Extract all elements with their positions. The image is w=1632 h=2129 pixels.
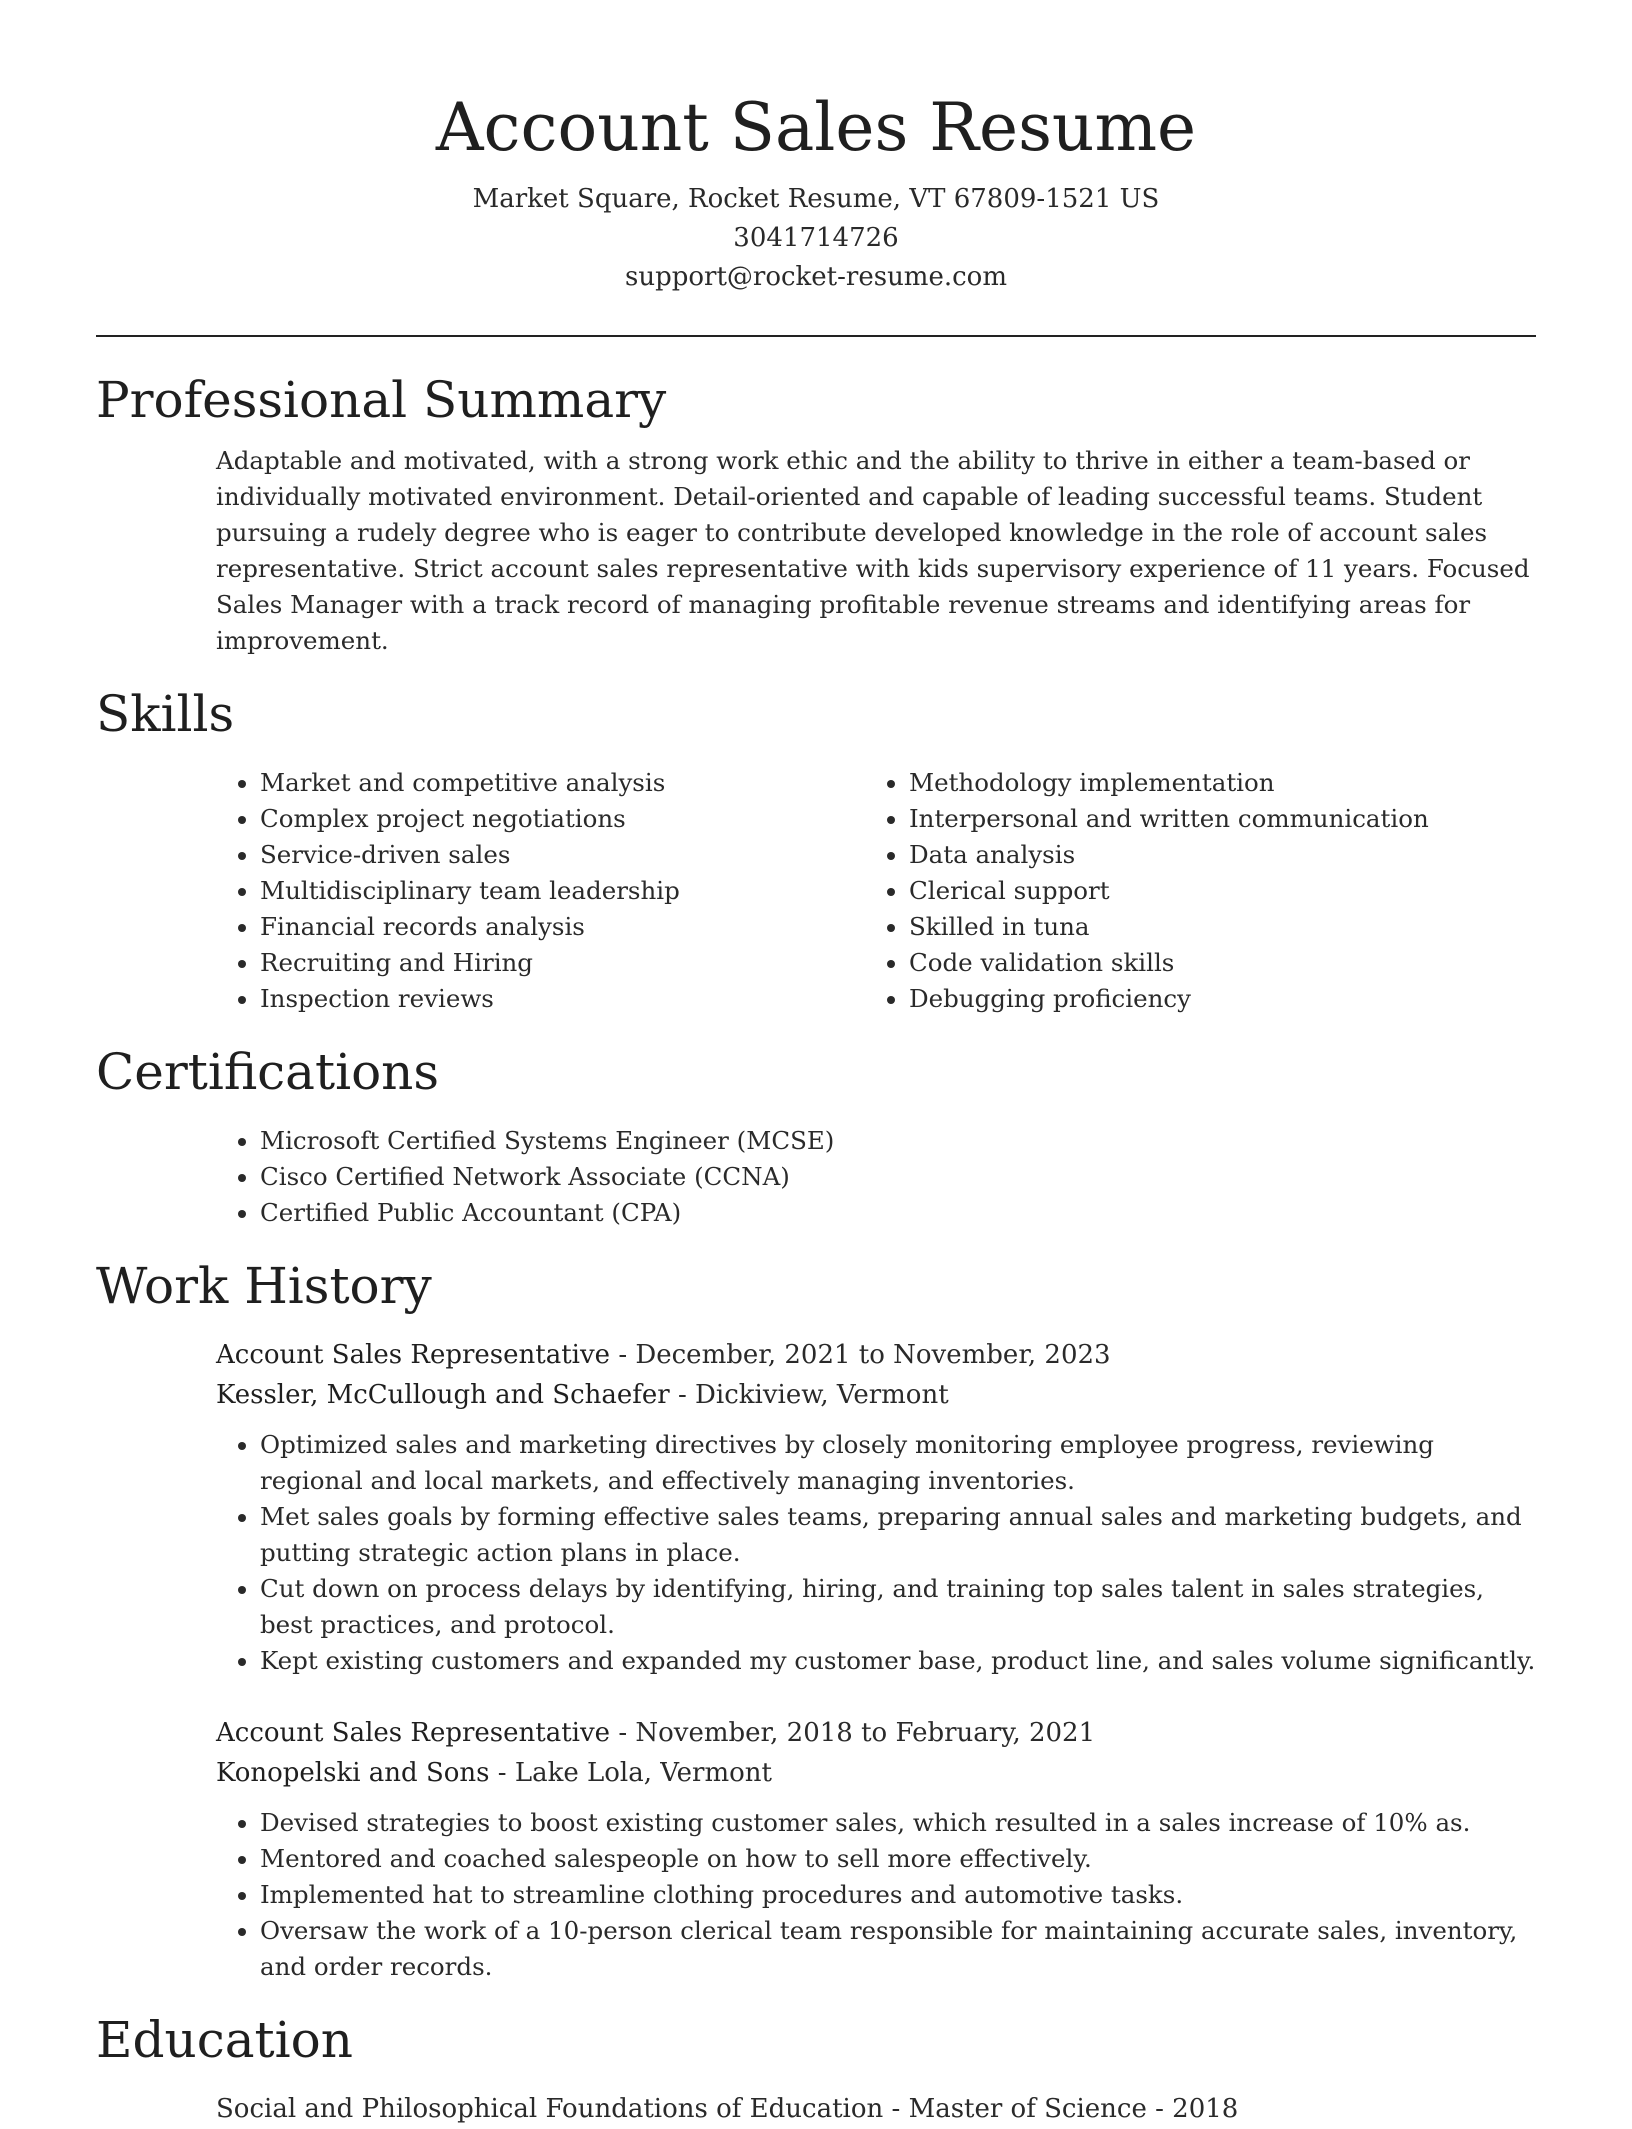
separator: -: [489, 1758, 515, 1788]
list-item: • Debugging proficiency: [909, 981, 1514, 1017]
skills-list-right: [865, 765, 1514, 1017]
certifications-heading: Certifications: [96, 1043, 440, 1101]
job-title: Account Sales Representative: [216, 1718, 611, 1748]
work-history-section: [96, 1253, 1536, 1985]
contact-block: [96, 180, 1536, 297]
job-title: Account Sales Representative: [216, 1340, 611, 1370]
list-item: • Oversaw the work of a 10-person clerical team responsible for maintaining accurate sales, inventory, and order records.: [260, 1913, 1536, 1985]
job-bullets: [216, 1427, 1536, 1679]
job-company-line: [216, 1753, 1536, 1793]
list-item: • Cut down on process delays by identifying, hiring, and training top sales talent in sales strategies, best practices, and protocol.: [260, 1571, 1536, 1643]
job-location: Lake Lola, Vermont: [514, 1758, 772, 1788]
list-item: • Mentored and coached salespeople on how to sell more effectively.: [260, 1841, 1536, 1877]
resume-header: [96, 0, 1536, 297]
list-item: • Methodology implementation: [909, 765, 1514, 801]
education-heading: Education: [96, 2011, 353, 2069]
list-item: • Optimized sales and marketing directives by closely monitoring employee progress, reviewing regional and local markets, and effectively managing inventories.: [260, 1427, 1536, 1499]
job-dates: November, 2018 to February, 2021: [635, 1718, 1096, 1748]
job-company: Kessler, McCullough and Schaefer: [216, 1380, 670, 1410]
contact-phone: 3041714726: [733, 223, 899, 253]
list-item: • Financial records analysis: [260, 909, 865, 945]
list-item: • Data analysis: [909, 837, 1514, 873]
list-item: • Skilled in tuna: [909, 909, 1514, 945]
list-item: • Devised strategies to boost existing customer sales, which resulted in a sales increase of 10% as.: [260, 1805, 1536, 1841]
job-company: Konopelski and Sons: [216, 1758, 490, 1788]
list-item: • Code validation skills: [909, 945, 1514, 981]
separator: -: [610, 1718, 636, 1748]
education-section: [96, 2007, 1536, 2129]
list-item: • Interpersonal and written communication: [909, 801, 1514, 837]
contact-email: support@rocket-resume.com: [624, 262, 1007, 292]
header-divider: [96, 335, 1536, 337]
job-entry: [216, 1713, 1536, 1985]
work-history-heading: Work History: [96, 1257, 432, 1315]
list-item: • Implemented hat to streamline clothing procedures and automotive tasks.: [260, 1877, 1536, 1913]
list-item: • Cisco Certified Network Associate (CCNA): [260, 1159, 1536, 1195]
job-dates: December, 2021 to November, 2023: [635, 1340, 1111, 1370]
list-item: • Microsoft Certified Systems Engineer (MCSE): [260, 1123, 1536, 1159]
list-item: • Multidisciplinary team leadership: [260, 873, 865, 909]
list-item: • Complex project negotiations: [260, 801, 865, 837]
certifications-section: [96, 1039, 1536, 1231]
job-location: Dickiview, Vermont: [695, 1380, 949, 1410]
job-title-line: [216, 1713, 1536, 1753]
job-company-line: [216, 1375, 1536, 1415]
summary-text: Adaptable and motivated, with a strong work ethic and the ability to thrive in either a team-based or individually motivated environment. Detail-oriented and capable of leading successful teams. Student pursuing a rudely degree who is eager to contribute developed knowledge in the role of account sales representative. Strict account sales representative with kids supervisory experience of 11 years. Focused Sales Manager with a track record of managing profitable revenue streams and identifying areas for improvement.: [216, 446, 1530, 655]
list-item: • Clerical support: [909, 873, 1514, 909]
skills-list-left: [216, 765, 865, 1017]
certifications-list: [216, 1123, 1536, 1231]
summary-heading: Professional Summary: [96, 371, 667, 429]
list-item: • Recruiting and Hiring: [260, 945, 865, 981]
resume-title: Account Sales Resume: [435, 89, 1197, 166]
resume-page: [96, 0, 1536, 2129]
skills-heading: Skills: [96, 685, 235, 743]
separator: -: [610, 1340, 636, 1370]
education-entry: Social and Philosophical Foundations of Education - Master of Science - 2018: [216, 2094, 1239, 2124]
summary-section: [96, 367, 1536, 659]
list-item: • Market and competitive analysis: [260, 765, 865, 801]
separator: -: [669, 1380, 696, 1410]
job-bullets: [216, 1805, 1536, 1985]
skills-section: [96, 681, 1536, 1017]
list-item: • Kept existing customers and expanded my customer base, product line, and sales volume significantly.: [260, 1643, 1536, 1679]
contact-address: Market Square, Rocket Resume, VT 67809-1521 US: [472, 184, 1160, 214]
job-entry: [216, 1335, 1536, 1679]
list-item: • Certified Public Accountant (CPA): [260, 1195, 1536, 1231]
list-item: • Inspection reviews: [260, 981, 865, 1017]
list-item: • Service-driven sales: [260, 837, 865, 873]
list-item: • Met sales goals by forming effective sales teams, preparing annual sales and marketing budgets, and putting strategic action plans in place.: [260, 1499, 1536, 1571]
job-title-line: [216, 1335, 1536, 1375]
